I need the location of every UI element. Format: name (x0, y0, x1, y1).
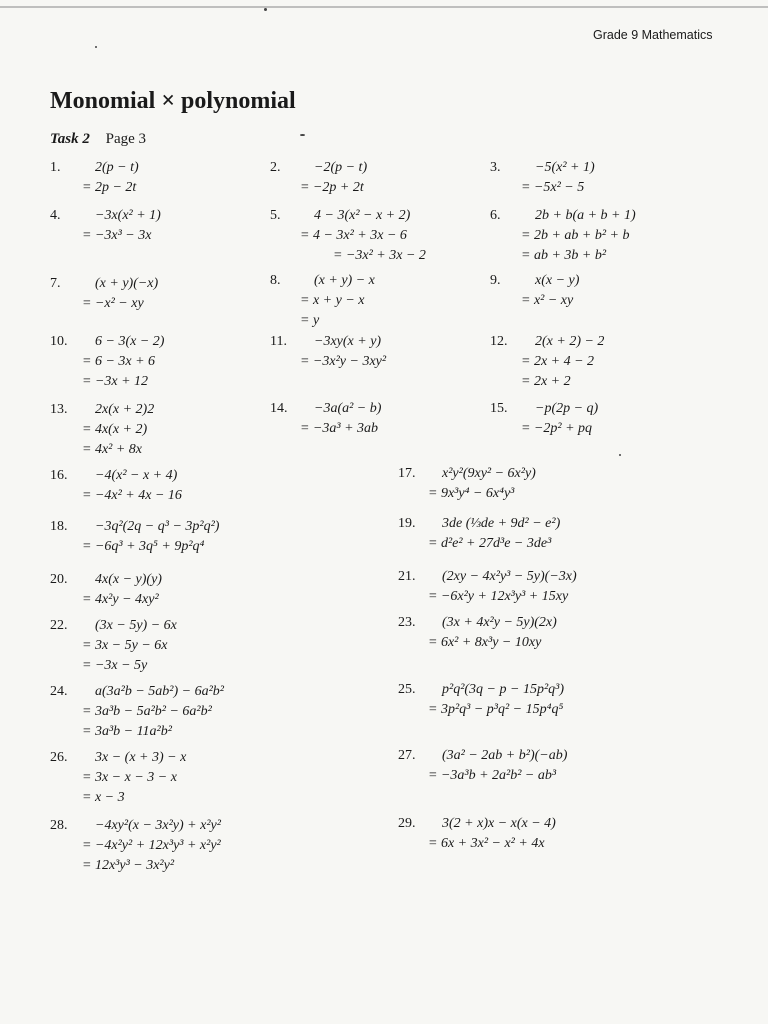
solution-step: = x² − xy (521, 293, 574, 308)
solution-step: = −2p + 2t (300, 180, 364, 195)
problem-number: 3. (490, 160, 501, 175)
problem-number: 2. (270, 160, 281, 175)
problem-expression: p²q²(3q − p − 15p²q³) (442, 682, 565, 697)
solution-step: = 2x + 4 − 2 (521, 354, 595, 369)
task-label (50, 131, 146, 148)
solution-step: = −3a³ + 3ab (300, 421, 379, 436)
problem-number: 10. (50, 334, 68, 349)
scan-speck (264, 8, 267, 11)
problem-expression: −3q²(2q − q³ − 3p²q²) (95, 519, 220, 534)
solution-step: = x − 3 (82, 790, 125, 805)
course-header: Grade 9 Mathematics (593, 28, 713, 42)
solution-step: = 3a³b − 5a²b² − 6a²b² (82, 704, 212, 719)
problem-expression: 4x(x − y)(y) (95, 572, 162, 587)
problem-number: 21. (398, 569, 416, 584)
solution-step: = 4x(x + 2) (82, 422, 148, 437)
solution-step: = 3a³b − 11a²b² (82, 724, 172, 739)
problem-expression: 3(2 + x)x − x(x − 4) (442, 816, 556, 831)
solution-step: = 2x + 2 (521, 374, 571, 389)
scan-edge-line (0, 6, 768, 8)
problem-expression: 2x(x + 2)2 (95, 402, 155, 417)
problem-number: 15. (490, 401, 508, 416)
solution-step: = −4x²y² + 12x³y³ + x²y² (82, 838, 221, 853)
problem-number: 8. (270, 273, 281, 288)
problem-number: 27. (398, 748, 416, 763)
problem-expression: 6 − 3(x − 2) (95, 334, 165, 349)
problem-expression: (x + y)(−x) (95, 276, 159, 291)
solution-step: = −3x²y − 3xy² (300, 354, 387, 369)
task-number: Task 2 (50, 131, 90, 147)
problem-expression: 2b + b(a + b + 1) (535, 208, 636, 223)
problem-number: 23. (398, 615, 416, 630)
problem-expression: −p(2p − q) (535, 401, 599, 416)
problem-expression: 3de (⅓de + 9d² − e²) (442, 516, 561, 531)
solution-step: = −2p² + pq (521, 421, 593, 436)
problem-number: 19. (398, 516, 416, 531)
solution-step: = −3x + 12 (82, 374, 149, 389)
solution-step: = 4 − 3x² + 3x − 6 (300, 228, 407, 243)
problem-number: 22. (50, 618, 68, 633)
scan-speck (619, 454, 621, 456)
problem-number: 4. (50, 208, 61, 223)
problem-number: 28. (50, 818, 68, 833)
solution-step: = y (300, 313, 320, 328)
problem-expression: 3x − (x + 3) − x (95, 750, 187, 765)
problem-number: 12. (490, 334, 508, 349)
solution-step: = 6x² + 8x³y − 10xy (428, 635, 542, 650)
problem-expression: a(3a²b − 5ab²) − 6a²b² (95, 684, 225, 699)
problem-expression: −3a(a² − b) (314, 401, 382, 416)
solution-step: = 3x − x − 3 − x (82, 770, 177, 785)
problem-number: 14. (270, 401, 288, 416)
problem-number: 26. (50, 750, 68, 765)
problem-number: 9. (490, 273, 501, 288)
problem-number: 7. (50, 276, 61, 291)
problem-expression: (3x + 4x²y − 5y)(2x) (442, 615, 557, 630)
solution-step: = −3x² + 3x − 2 (333, 248, 426, 263)
problem-expression: (3x − 5y) − 6x (95, 618, 177, 633)
task-page: Page 3 (105, 131, 147, 147)
solution-step: = ab + 3b + b² (521, 248, 607, 263)
solution-step: = −3x − 5y (82, 658, 148, 673)
problem-expression: −3x(x² + 1) (95, 208, 161, 223)
problem-number: 18. (50, 519, 68, 534)
scan-speck (95, 46, 97, 48)
problem-expression: 2(x + 2) − 2 (535, 334, 605, 349)
problem-expression: 2(p − t) (95, 160, 139, 175)
solution-step: = 2p − 2t (82, 180, 137, 195)
solution-step: = 3x − 5y − 6x (82, 638, 168, 653)
scan-speck (300, 134, 305, 136)
solution-step: = −3x³ − 3x (82, 228, 152, 243)
problem-number: 1. (50, 160, 61, 175)
solution-step: = x + y − x (300, 293, 365, 308)
problem-number: 29. (398, 816, 416, 831)
problem-number: 25. (398, 682, 416, 697)
solution-step: = d²e² + 27d³e − 3de³ (428, 536, 552, 551)
problem-expression: (x + y) − x (314, 273, 375, 288)
solution-step: = 12x³y³ − 3x²y² (82, 858, 175, 873)
solution-step: = −4x² + 4x − 16 (82, 488, 182, 503)
problem-expression: 4 − 3(x² − x + 2) (314, 208, 411, 223)
page-title: Monomial × polynomial (50, 88, 296, 114)
problem-number: 11. (270, 334, 287, 349)
solution-step: = −x² − xy (82, 296, 144, 311)
solution-step: = −6q³ + 3q⁵ + 9p²q⁴ (82, 539, 205, 554)
solution-step: = 9x³y⁴ − 6x⁴y³ (428, 486, 515, 501)
problem-number: 24. (50, 684, 68, 699)
problem-expression: x(x − y) (535, 273, 580, 288)
problem-expression: −5(x² + 1) (535, 160, 595, 175)
problem-expression: x²y²(9xy² − 6x²y) (442, 466, 536, 481)
solution-step: = −5x² − 5 (521, 180, 585, 195)
solution-step: = 4x² + 8x (82, 442, 143, 457)
problem-expression: −2(p − t) (314, 160, 368, 175)
problem-number: 6. (490, 208, 501, 223)
problem-number: 16. (50, 468, 68, 483)
solution-step: = 2b + ab + b² + b (521, 228, 630, 243)
solution-step: = 6 − 3x + 6 (82, 354, 156, 369)
problem-number: 13. (50, 402, 68, 417)
problem-expression: −4xy²(x − 3x²y) + x²y² (95, 818, 221, 833)
solution-step: = −3a³b + 2a²b² − ab³ (428, 768, 557, 783)
solution-step: = 3p²q³ − p³q² − 15p⁴q⁵ (428, 702, 564, 717)
problem-expression: (2xy − 4x²y³ − 5y)(−3x) (442, 569, 577, 584)
problem-expression: −3xy(x + y) (314, 334, 382, 349)
problem-expression: −4(x² − x + 4) (95, 468, 178, 483)
solution-step: = 4x²y − 4xy² (82, 592, 159, 607)
problem-number: 5. (270, 208, 281, 223)
solution-step: = −6x²y + 12x³y³ + 15xy (428, 589, 569, 604)
problem-number: 17. (398, 466, 416, 481)
solution-step: = 6x + 3x² − x² + 4x (428, 836, 545, 851)
problem-expression: (3a² − 2ab + b²)(−ab) (442, 748, 568, 763)
problem-number: 20. (50, 572, 68, 587)
